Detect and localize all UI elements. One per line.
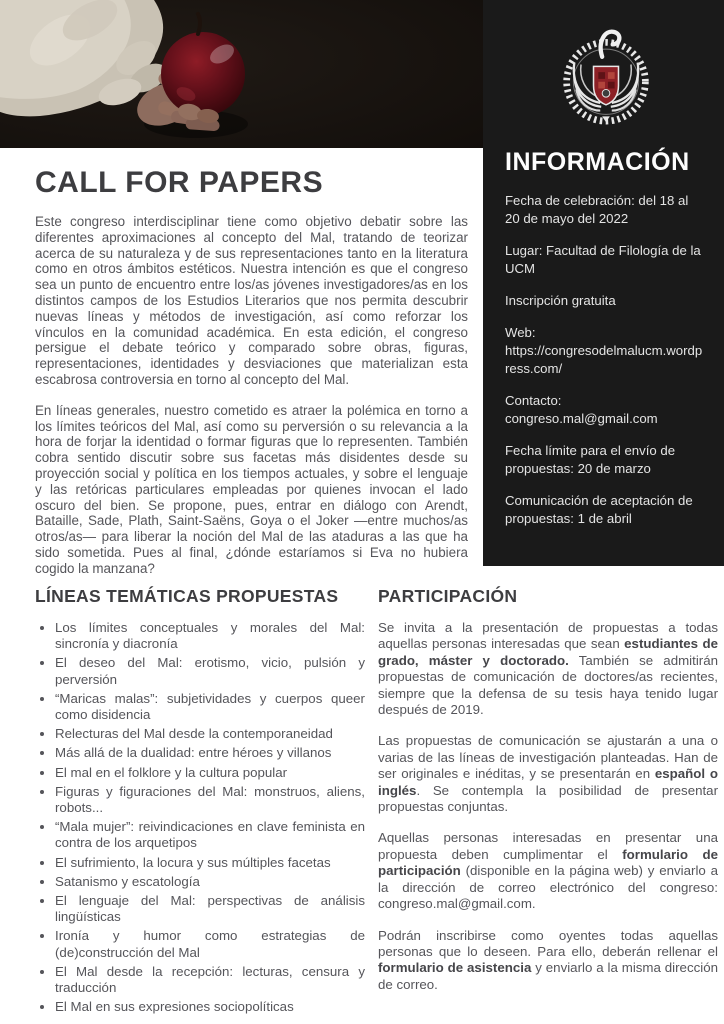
participation-paragraph-2 bbox=[378, 733, 718, 815]
topic-item: • El sufrimiento, la locura y sus múltiples facetas bbox=[55, 855, 365, 871]
topics-list bbox=[35, 620, 365, 1015]
page-title: CALL FOR PAPERS bbox=[35, 166, 324, 199]
info-date: Fecha de celebración: del 18 al 20 de mayo del 2022 bbox=[505, 193, 689, 226]
topic-item: • Más allá de la dualidad: entre héroes y villanos bbox=[55, 745, 365, 761]
topic-item: • Satanismo y escatología bbox=[55, 874, 365, 890]
topic-item: • El Mal en sus expresiones sociopolíticas bbox=[55, 999, 365, 1015]
topic-item: • El Mal desde la recepción: lecturas, censura y traducción bbox=[55, 964, 365, 996]
topic-item: • El deseo del Mal: erotismo, vicio, pulsión y perversión bbox=[55, 655, 365, 687]
web-url: https://congresodelmalucm.wordpress.com/ bbox=[505, 343, 703, 376]
bold-segment: formulario de participación bbox=[378, 846, 718, 879]
ucm-crest-icon bbox=[558, 24, 654, 128]
call-for-papers-section bbox=[35, 166, 468, 592]
text-segment: Podrán inscribirse como oyentes todas aquellas personas que lo deseen. Para ello, deberán rellenar el bbox=[378, 927, 718, 959]
info-heading: INFORMACIÓN bbox=[505, 148, 690, 176]
text-segment: Se invita a la presentación de propuestas a todas aquellas personas interesadas que sean bbox=[378, 620, 718, 652]
info-contact bbox=[505, 392, 706, 428]
intro-paragraph-2: En líneas generales, nuestro cometido es atraer la polémica en torno a los límites teóricos del Mal, así como su perversión o su relevancia a la hora de forjar la identidad o formar figuras que lo representen. También cobra sentido discutir sobre sus facetas más disidentes desde su proyección social y política en los tiempos actuales, y sobre el lenguaje y las retóricas particulares empleadas por quienes invocan el lado oscuro del bien. Se propone, pues, entrar en diálogo con Arendt, Bataille, Sade, Plath, Saint-Saëns, Goya o el Joker —entre muchos/as otros/as— para liberar la noción del Mal de las ataduras a las que ha sido sometida. Pues al final, ¿dónde estaríamos si Eva no hubiera cogido la manzana? bbox=[35, 402, 468, 576]
hero-photo-hand-apple bbox=[0, 0, 483, 148]
info-registration: Inscripción gratuita bbox=[505, 293, 616, 308]
text-segment: Aquellas personas interesadas en presentar una propuesta deben cumplimentar el bbox=[378, 830, 718, 862]
participation-paragraph-3 bbox=[378, 830, 718, 912]
text-segment: y enviarlo a la misma dirección de correo. bbox=[378, 960, 718, 992]
topic-item: • “Mala mujer”: reivindicaciones en clave feminista en contra de los arquetipos bbox=[55, 819, 365, 851]
text-segment: También se admitirán propuestas de comunicación de doctores/as recientes, siempre que la defensa de su tesis haya tenido lugar después de 2019. bbox=[378, 652, 718, 718]
topic-item: • Figuras y figuraciones del Mal: monstruos, aliens, robots... bbox=[55, 784, 365, 816]
web-label: Web: bbox=[505, 325, 536, 340]
info-web bbox=[505, 324, 706, 378]
contact-label: Contacto: bbox=[505, 393, 562, 408]
topic-item: • El mal en el folklore y la cultura popular bbox=[55, 765, 365, 781]
intro-paragraph-1: Este congreso interdisciplinar tiene como objetivo debatir sobre las diferentes aproximaciones al concepto del Mal, tratando de teorizar acerca de su naturaleza y de sus representaciones tanto en la literatura como en otros ámbitos estéticos. Nuestra intención es que el congreso sea un punto de encuentro entre los/as jóvenes investigadores/as en los distintos campos de los Estudios Literarios que nos permita descubrir nuevas líneas y métodos de investigación, así como reforzar los vínculos en la comunidad académica. En esta edición, el congreso persigue el debate teórico y comparado sobre obras, figuras, representaciones, identidades y desviaciones que materializan esta escabrosa controversia en torno al concepto del Mal. bbox=[35, 214, 468, 387]
topics-section bbox=[35, 586, 365, 1018]
topic-item: • Relecturas del Mal desde la contemporaneidad bbox=[55, 726, 365, 742]
contact-email: congreso.mal@gmail.com bbox=[505, 411, 658, 426]
participation-paragraph-4 bbox=[378, 928, 718, 994]
university-logo bbox=[505, 24, 706, 128]
info-location: Lugar: Facultad de Filología de la UCM bbox=[505, 243, 701, 276]
bold-segment: español o inglés bbox=[378, 766, 718, 798]
bold-segment: formulario de asistencia bbox=[378, 960, 532, 976]
apple-hand-illustration bbox=[0, 0, 483, 148]
text-segment: Las propuestas de comunicación se ajustarán a una o varias de las líneas de investigación planteadas. Han de ser originales e inéditas, y se presentarán en bbox=[378, 733, 718, 782]
participation-paragraph-1 bbox=[378, 620, 718, 718]
participation-heading: PARTICIPACIÓN bbox=[378, 586, 518, 606]
participation-section bbox=[378, 586, 718, 1008]
topic-item: • Ironía y humor como estrategias de (de)construcción del Mal bbox=[55, 928, 365, 960]
topic-item: • Los límites conceptuales y morales del Mal: sincronía y diacronía bbox=[55, 620, 365, 652]
topic-item: • “Maricas malas”: subjetividades y cuerpos queer como disidencia bbox=[55, 691, 365, 723]
info-acceptance: Comunicación de aceptación de propuestas: 1 de abril bbox=[505, 493, 693, 526]
info-sidebar bbox=[483, 0, 724, 566]
topic-item: • El lenguaje del Mal: perspectivas de análisis lingüísticas bbox=[55, 893, 365, 925]
bold-segment: estudiantes de grado, máster y doctorado. bbox=[378, 636, 718, 668]
info-deadline: Fecha límite para el envío de propuestas: 20 de marzo bbox=[505, 443, 676, 476]
text-segment: (disponible en la página web) y enviarlo a la dirección de correo electrónico del congreso: congreso.mal@gmail.com. bbox=[378, 863, 718, 912]
text-segment: . Se contempla la posibilidad de presentar propuestas conjuntas. bbox=[378, 782, 718, 815]
topics-heading: LÍNEAS TEMÁTICAS PROPUESTAS bbox=[35, 586, 339, 606]
